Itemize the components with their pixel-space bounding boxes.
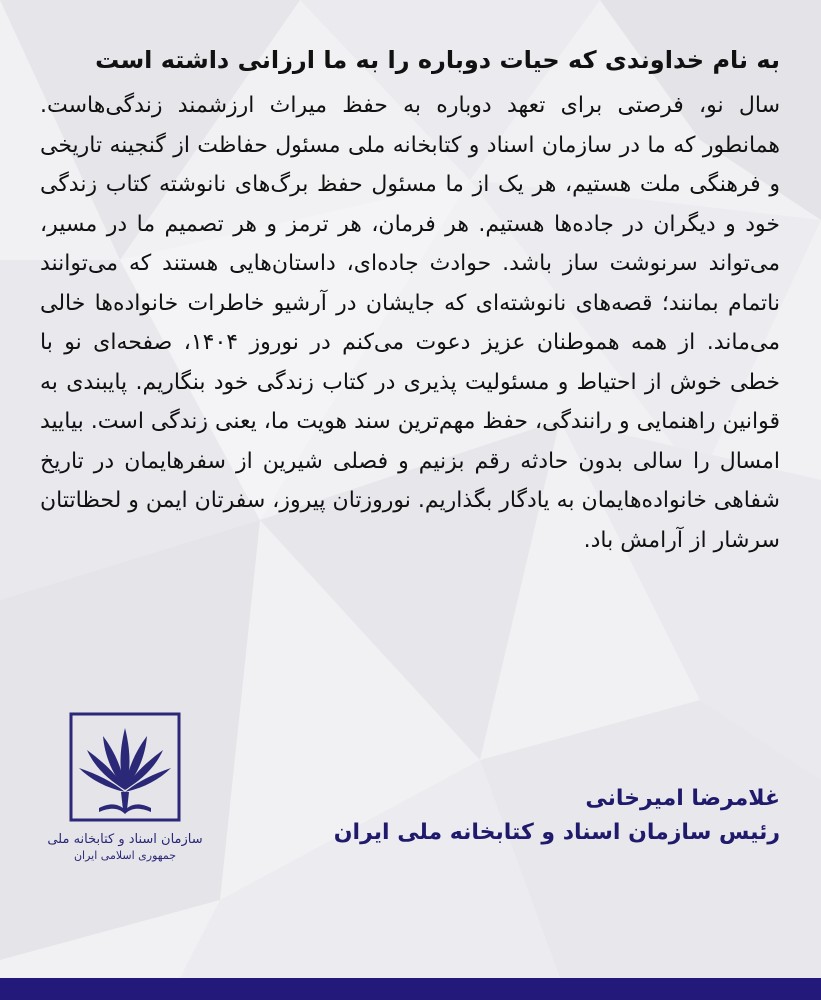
signature-title: رئیس سازمان اسناد و کتابخانه ملی ایران	[333, 820, 780, 845]
signature-name: غلامرضا امیرخانی	[585, 786, 780, 811]
logo-country-name: جمهوری اسلامی ایران	[73, 849, 177, 862]
signature-block	[320, 782, 780, 850]
bottom-accent-bar	[0, 978, 821, 1000]
logo-organization-name: سازمان اسناد و کتابخانه ملی	[47, 832, 203, 847]
letter-heading: به نام خداوندی که حیات دوباره را به ما ارزانی داشته است	[95, 46, 780, 74]
organization-logo	[30, 712, 220, 892]
letter-body: سال نو، فرصتی برای تعهد دوباره به حفظ میراث ارزشمند زندگی‌هاست. همانطور که ما در سازمان اسناد و کتابخانه ملی مسئول حفاظت از گنجینه تاریخی و فرهنگی ملت هستیم، هر یک از ما مسئول حفظ برگ‌های نانوشته کتاب زندگی خود و دیگران در جاده‌ها هستیم. هر فرمان، هر ترمز و هر تصمیم ما در مسیر، می‌تواند سرنوشت ساز باشد. حوادث جاده‌ای، داستان‌هایی هستند که می‌توانند ناتمام بمانند؛ قصه‌های نانوشته‌ای که جایشان در آرشیو خاطرات خانواده‌ها خالی می‌ماند. از همه هموطنان عزیز دعوت می‌کنم در نوروز ۱۴۰۴، صفحه‌ای نو با خطی خوش از احتیاط و مسئولیت پذیری در کتاب زندگی خود بنگاریم. پایبندی به قوانین راهنمایی و رانندگی، حفظ مهم‌ترین سند هویت ما، یعنی زندگی است. بیایید امسال را سالی بدون حادثه رقم بزنیم و فصلی شیرین از سفرهایمان در تاریخ شفاهی خانواده‌هایمان به یادگار بگذاریم. نوروزتان پیروز، سفرتان ایمن و لحظاتتان سرشار از آرامش باد.	[40, 93, 780, 553]
letter-content	[40, 40, 780, 560]
book-tree-logo-icon	[69, 712, 181, 822]
